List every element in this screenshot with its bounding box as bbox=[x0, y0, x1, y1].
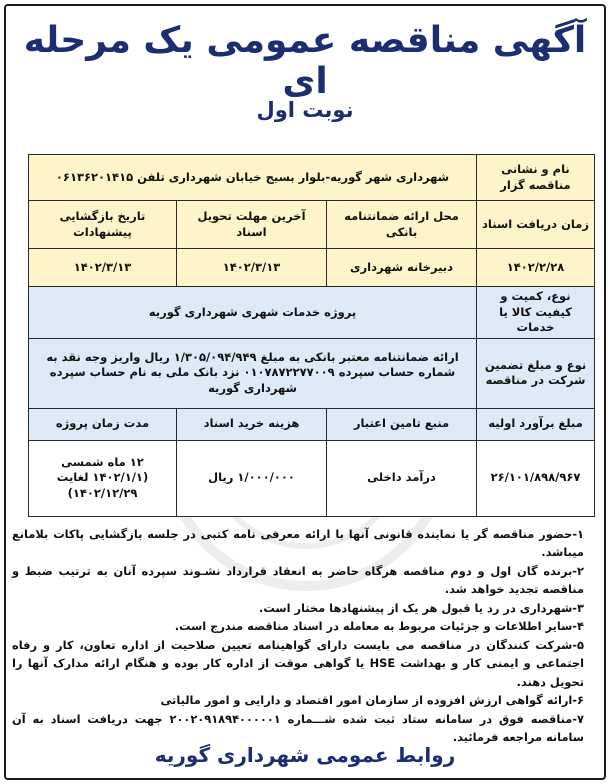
service-type-label: نوع، کمیت و کیفیت کالا یا خدمات bbox=[477, 287, 595, 339]
note-item-7: ۷-مناقصه فوق در سامانه ستاد ثبت شده شـــماره ۲۰۰۲۰۹۱۸۹۴۰۰۰۰۰۱ جهت دریافت اسناد به آن سامانه مراجعه فرمائید. bbox=[12, 711, 584, 745]
note-item-5: ۵-شرکت کنندگان در مناقصه می بایست دارای گواهینامه تعیین صلاحیت از اداره تعاون، کار و رفاه اجتماعی و ایمنی کار و بهداشت HSE یا گواهی موقت از اداره کار بوده و هنگام ارائه مدارک آنها را تحویل دهند. bbox=[12, 637, 584, 689]
estimate-value: ۲۶/۱۰۱/۸۹۸/۹۶۷ bbox=[477, 440, 595, 516]
doc-receive-value: ۱۴۰۲/۲/۲۸ bbox=[477, 249, 595, 287]
guarantee-type-value: ارائه ضمانتنامه معتبر بانکی به مبلغ ۱/۳۰۵/۰۹۴/۹۴۹ ریال واریز وجه نقد به شماره حساب سپرده ۰۱۰۷۸۷۲۲۷۷۰۰۹ نزد بانک ملی به نام حساب سپرده شهرداری گوریه bbox=[29, 338, 477, 408]
notice-round: نوبت اول bbox=[256, 98, 354, 122]
delivery-deadline-value: ۱۴۰۲/۳/۱۳ bbox=[177, 249, 327, 287]
organizer-value: شهرداری شهر گوریه-بلوار بسیج خیابان شهرداری تلفن ۰۶۱۳۶۲۰۱۴۱۵ bbox=[29, 155, 477, 201]
notice-title: آگهی مناقصه عمومی یک مرحله ای bbox=[23, 20, 587, 102]
guarantee-place-value: دبیرخانه شهرداری bbox=[327, 249, 477, 287]
delivery-deadline-label: آخرین مهلت تحویل اسناد bbox=[177, 201, 327, 249]
duration-label: مدت زمان پروژه bbox=[29, 408, 177, 440]
note-item-1: ۱-حضور مناقصه گر یا نماینده قانونی آنها با ارائه معرفی نامه کتبی در جلسه بازگشایی پاکات بلامانع میباشد. bbox=[12, 527, 584, 560]
public-relations-footer: روابط عمومی شهرداری گوریه bbox=[154, 743, 456, 767]
duration-value: ۱۲ ماه شمسی (۱۴۰۲/۱/۱ لغایت ۱۴۰۲/۱۲/۲۹) bbox=[29, 440, 177, 516]
estimate-label: مبلغ برآورد اولیه bbox=[477, 408, 595, 440]
notice-frame bbox=[4, 4, 606, 780]
note-item-6: ۶-ارائه گواهی ارزش افزوده از سازمان امور اقتصاد و دارایی و امور مالیاتی bbox=[160, 693, 584, 708]
organizer-label: نام و نشانی مناقصه گزار bbox=[477, 155, 595, 201]
opening-date-label: تاریخ بازگشایی پیشنهادات bbox=[29, 201, 177, 249]
doc-cost-value: ۱/۰۰۰/۰۰۰ ریال bbox=[177, 440, 327, 516]
note-item-4: ۴-سایر اطلاعات و جزئیات مربوط به معامله در اسناد مناقصه مندرج است. bbox=[174, 619, 584, 634]
notes-list bbox=[12, 525, 584, 747]
guarantee-place-label: محل ارائه ضمانتنامه بانکی bbox=[327, 201, 477, 249]
doc-cost-label: هزینه خرید اسناد bbox=[177, 408, 327, 440]
service-type-value: پروژه خدمات شهری شهرداری گوریه bbox=[29, 287, 477, 339]
note-item-3: ۳-شهرداری در رد یا قبول هر یک از پیشنهادها مختار است. bbox=[259, 600, 584, 615]
opening-date-value: ۱۴۰۲/۳/۱۳ bbox=[29, 249, 177, 287]
funding-label: منبع تامین اعتبار bbox=[327, 408, 477, 440]
funding-value: درآمد داخلی bbox=[327, 440, 477, 516]
guarantee-type-label: نوع و مبلغ تضمین شرکت در مناقصه bbox=[477, 338, 595, 408]
doc-receive-label: زمان دریافت اسناد bbox=[477, 201, 595, 249]
note-item-2: ۲-برنده گان اول و دوم مناقصه هرگاه حاضر به انعقاد قرارداد نشـوند سپرده آنان به ترتیب ضبط و مناقصه تجدید خواهد شد. bbox=[12, 563, 584, 597]
tender-info-table bbox=[28, 154, 595, 517]
